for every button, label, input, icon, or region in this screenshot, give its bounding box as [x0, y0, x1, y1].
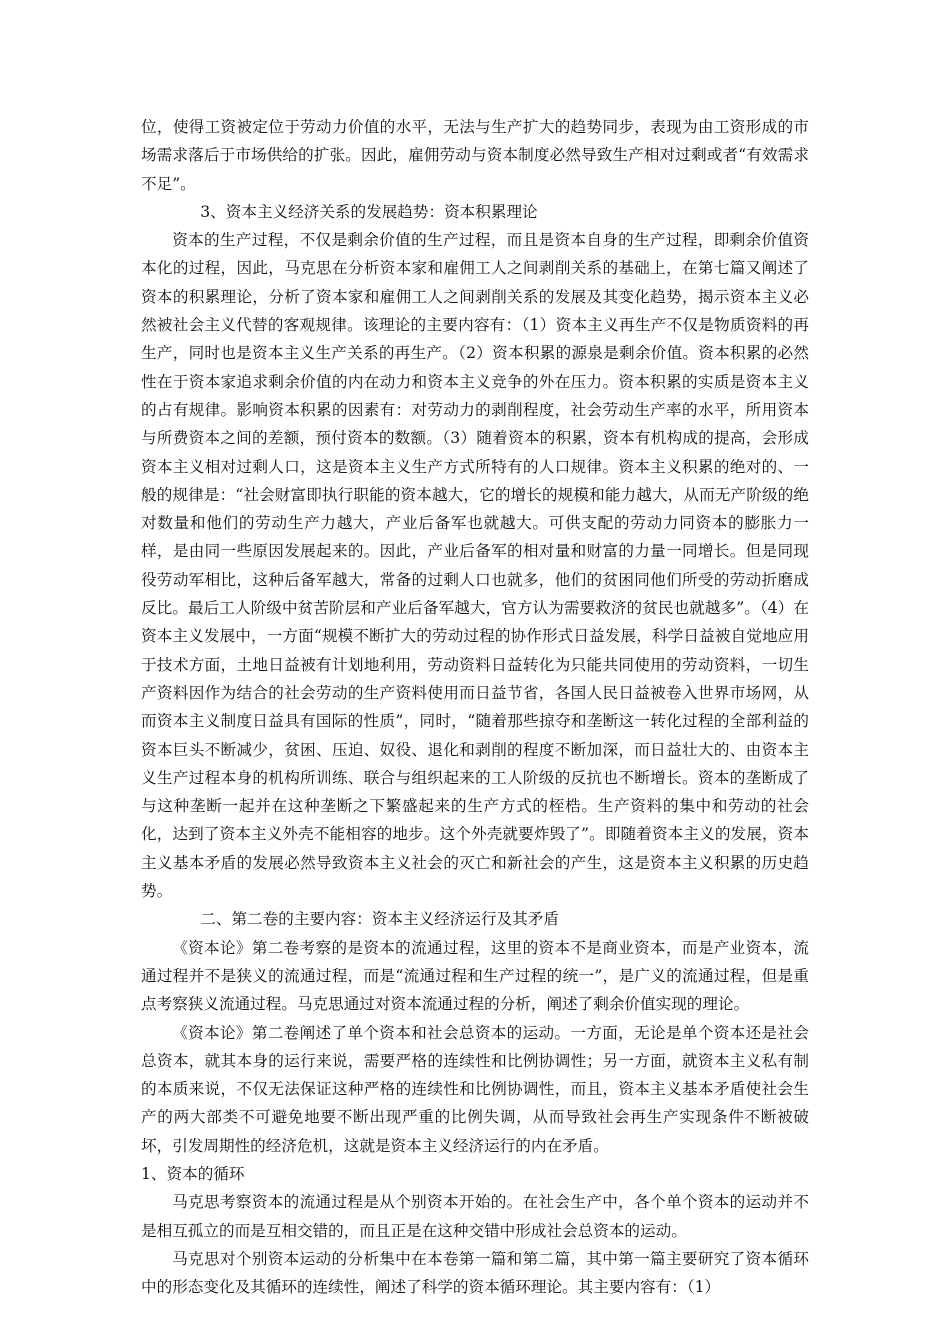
paragraph-capital-movement: 《资本论》第二卷阐述了单个资本和社会总资本的运动。一方面，无论是单个资本还是社会总资本，就其本身的运行来说，需要严格的连续性和比例协调性；另一方面，就资本主义私有制的本质来说，不仅无法保证这种严格的连续性和比例协调性，而且，资本主义基本矛盾使社会生产的两大部类不可避免地要不断出现严重的比例失调，从而导致社会再生产实现条件不断被破坏，引发周期性的经济危机，这就是资本主义经济运行的内在矛盾。: [141, 1023, 809, 1155]
paragraph-circulation-process: 《资本论》第二卷考察的是资本的流通过程，这里的资本不是商业资本，而是产业资本，流通过程并不是狭义的流通过程，而是“流通过程和生产过程的统一”，是广义的流通过程，但是重点考察狭义流通过程。马克思通过对资本流通过程的分析，阐述了剩余价值实现的理论。: [141, 938, 809, 1014]
section-heading-volume-two: 二、第二卷的主要内容：资本主义经济运行及其矛盾: [200, 910, 559, 929]
paragraph-circulation-theory: 马克思对个别资本运动的分析集中在本卷第一篇和第二篇，其中第一篇主要研究了资本循环中的形态变化及其循环的连续性，阐述了科学的资本循环理论。其主要内容有：（1）: [141, 1249, 809, 1297]
paragraph-continuation: 位，使得工资被定位于劳动力价值的水平，无法与生产扩大的趋势同步，表现为由工资形成的市场需求落后于市场供给的扩张。因此，雇佣劳动与资本制度必然导致生产相对过剩或者“有效需求不足”。: [141, 118, 809, 193]
section-heading-capital-accumulation: 3、资本主义经济关系的发展趋势：资本积累理论: [200, 202, 538, 221]
paragraph-capital-accumulation: 资本的生产过程，不仅是剩余价值的生产过程，而且是资本自身的生产过程，即剩余价值资本化的过程，因此，马克思在分析资本家和雇佣工人之间剥削关系的基础上，在第七篇又阐述了资本的积累理论，分析了资本家和雇佣工人之间剥削关系的发展及其变化趋势，揭示资本主义必然被社会主义代替的客观规律。该理论的主要内容有：（1）资本主义再生产不仅是物质资料的再生产，同时也是资本主义生产关系的再生产。（2）资本积累的源泉是剩余价值。资本积累的必然性在于资本家追求剩余价值的内在动力和资本主义竞争的外在压力。资本积累的实质是资本主义的占有规律。影响资本积累的因素有：对劳动力的剥削程度，社会劳动生产率的水平，所用资本与所费资本之间的差额，预付资本的数额。（3）随着资本的积累，资本有机构成的提高，会形成资本主义相对过剩人口，这是资本主义生产方式所特有的人口规律。资本主义积累的绝对的、一般的规律是：“社会财富即执行职能的资本越大，它的增长的规模和能力越大，从而无产阶级的绝对数量和他们的劳动生产力越大，产业后备军也就越大。可供支配的劳动力同资本的膨胀力一样，是由同一些原因发展起来的。因此，产业后备军的相对量和财富的力量一同增长。但是同现役劳动军相比，这种后备军越大，常备的过剩人口也就多，他们的贫困同他们所受的劳动折磨成反比。最后工人阶级中贫苦阶层和产业后备军越大，官方认为需要救济的贫民也就越多”。（4）在资本主义发展中，一方面“规模不断扩大的劳动过程的协作形式日益发展，科学日益被自觉地应用于技术方面，土地日益被有计划地利用，劳动资料日益转化为只能共同使用的劳动资料，一切生产资料因作为结合的社会劳动的生产资料使用而日益节省，各国人民日益被卷入世界市场网，从而资本主义制度日益具有国际的性质”，同时，“随着那些掠夺和垄断这一转化过程的全部利益的资本巨头不断减少，贫困、压迫、奴役、退化和剥削的程度不断加深，而日益壮大的、由资本主义生产过程本身的机构所训练、联合与组织起来的工人阶级的反抗也不断增长。资本的垄断成了与这种垄断一起并在这种垄断之下繁盛起来的生产方式的桎梏。生产资料的集中和劳动的社会化，达到了资本主义外壳不能相容的地步。这个外壳就要炸毁了”。即随着资本主义的发展，资本主义基本矛盾的发展必然导致资本主义社会的灭亡和新社会的产生，这是资本主义积累的历史趋势。: [141, 231, 809, 901]
document-page: [141, 113, 809, 1301]
section-heading-capital-circulation: 1、资本的循环: [141, 1164, 245, 1183]
paragraph-individual-capital: 马克思考察资本的流通过程是从个别资本开始的。在社会生产中，各个单个资本的运动并不是相互孤立的而是互相交错的，而且正是在这种交错中形成社会总资本的运动。: [141, 1193, 809, 1240]
